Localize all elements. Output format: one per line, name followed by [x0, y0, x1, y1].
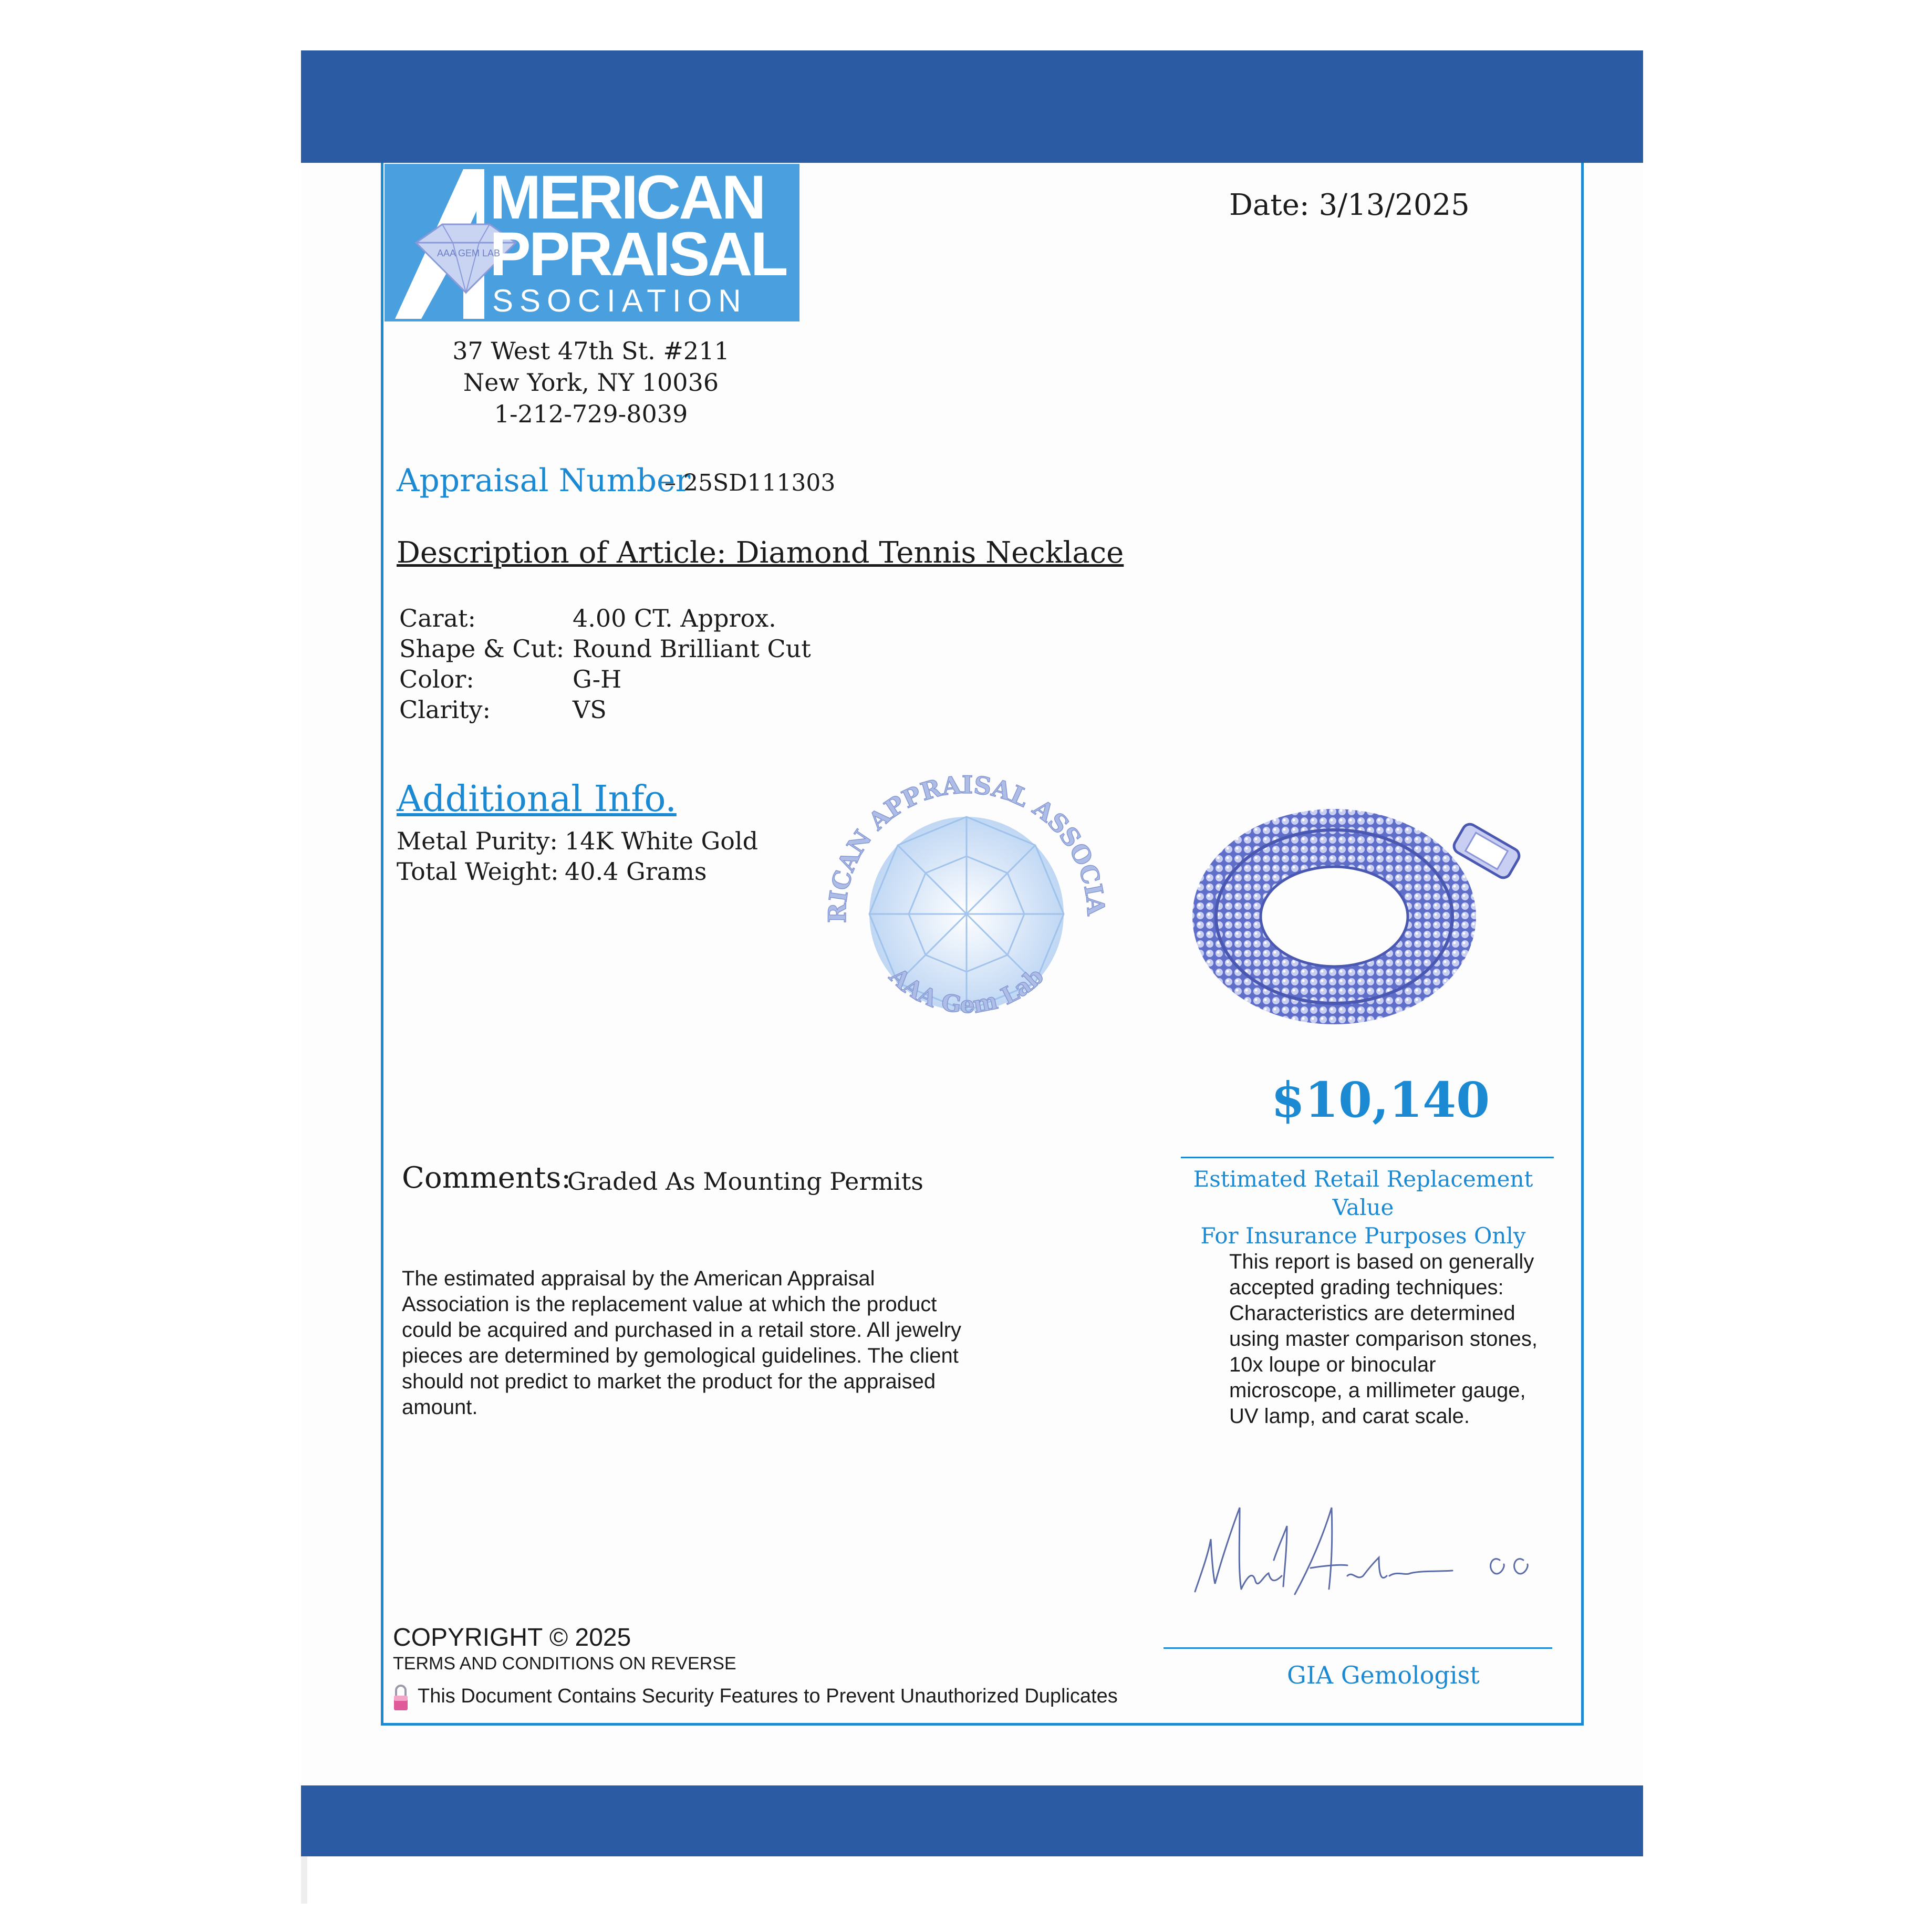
appraised-value: $10,140	[1271, 1072, 1490, 1128]
grading-methods-note: This report is based on generally accepted grading techniques: Characteristics are determined using master comparison stones, 10x loupe or binocular microscope, a millimeter gauge, UV lamp, and carat scale.	[1229, 1250, 1538, 1428]
total-weight-label: Total Weight:	[397, 857, 559, 886]
sheet-edge	[301, 1856, 307, 1904]
value-note	[1174, 1165, 1552, 1250]
article-description: Description of Article: Diamond Tennis Necklace	[397, 536, 1124, 570]
seal-ring-text: RICAN APPRAISAL ASSOCIA	[823, 770, 1110, 923]
seal-diamond-icon	[809, 756, 1124, 1072]
spec-label-color: Color:	[399, 665, 474, 693]
value-note-line-1: Estimated Retail Replacement Value	[1193, 1166, 1533, 1220]
copyright-notice: COPYRIGHT © 2025	[393, 1624, 631, 1651]
address-phone: 1-212-729-8039	[494, 400, 688, 428]
logo-line-3: SSOCIATION	[492, 283, 747, 318]
comments-value: Graded As Mounting Permits	[567, 1167, 923, 1196]
total-weight-value: 40.4 Grams	[565, 857, 707, 886]
aaa-logo	[385, 164, 799, 321]
logo-gem-text: AAA GEM LAB	[437, 248, 501, 258]
signature-icon	[1190, 1497, 1536, 1602]
signature-line	[1164, 1647, 1552, 1649]
spec-label-carat: Carat:	[399, 604, 476, 632]
company-address	[420, 335, 762, 430]
value-note-line-2: For Insurance Purposes Only	[1200, 1223, 1526, 1249]
necklace-illustration	[1177, 788, 1544, 1035]
spec-value-clarity: VS	[573, 695, 607, 724]
seal-bottom-text: AAA Gem Lab	[884, 962, 1049, 1019]
aaa-seal-watermark	[809, 756, 1124, 1072]
gemologist-signature	[1190, 1497, 1536, 1602]
spec-value-carat: 4.00 CT. Approx.	[573, 604, 776, 632]
address-street: 37 West 47th St. #211	[452, 337, 730, 365]
additional-info-heading: Additional Info.	[397, 778, 677, 820]
spec-value-color: G-H	[573, 665, 622, 693]
spec-value-shape: Round Brilliant Cut	[573, 635, 811, 663]
price-underline	[1181, 1157, 1554, 1158]
security-notice: This Document Contains Security Features to Prevent Unauthorized Duplicates	[418, 1685, 1118, 1707]
logo-line-2: PPRAISAL	[490, 220, 786, 289]
comments-label: Comments:	[402, 1161, 572, 1195]
appraisal-disclaimer: The estimated appraisal by the American Appraisal Association is the replacement value at which the product could be acquired and purchased in a retail store. All jewelry pieces are determined by gemological guidelines. The client should not predict to market the product for the appraised amount.	[402, 1267, 962, 1419]
appraisal-number-value: – 25SD111303	[664, 470, 836, 496]
appraisal-date: Date: 3/13/2025	[1229, 188, 1470, 222]
signer-title: GIA Gemologist	[1287, 1661, 1480, 1689]
terms-notice: TERMS AND CONDITIONS ON REVERSE	[393, 1654, 736, 1674]
bottom-binding-band	[301, 1785, 1643, 1856]
address-city: New York, NY 10036	[463, 368, 719, 397]
metal-purity-label: Metal Purity:	[397, 827, 558, 855]
top-binding-band	[301, 50, 1643, 163]
metal-purity-value: 14K White Gold	[565, 827, 759, 855]
lock-icon	[393, 1683, 409, 1711]
appraisal-number-label: Appraisal Number	[397, 462, 691, 499]
spec-label-clarity: Clarity:	[399, 695, 491, 724]
logo-line-1: MERICAN	[490, 164, 764, 232]
tennis-necklace-icon	[1177, 788, 1544, 1035]
spec-label-shape: Shape & Cut:	[399, 635, 565, 663]
